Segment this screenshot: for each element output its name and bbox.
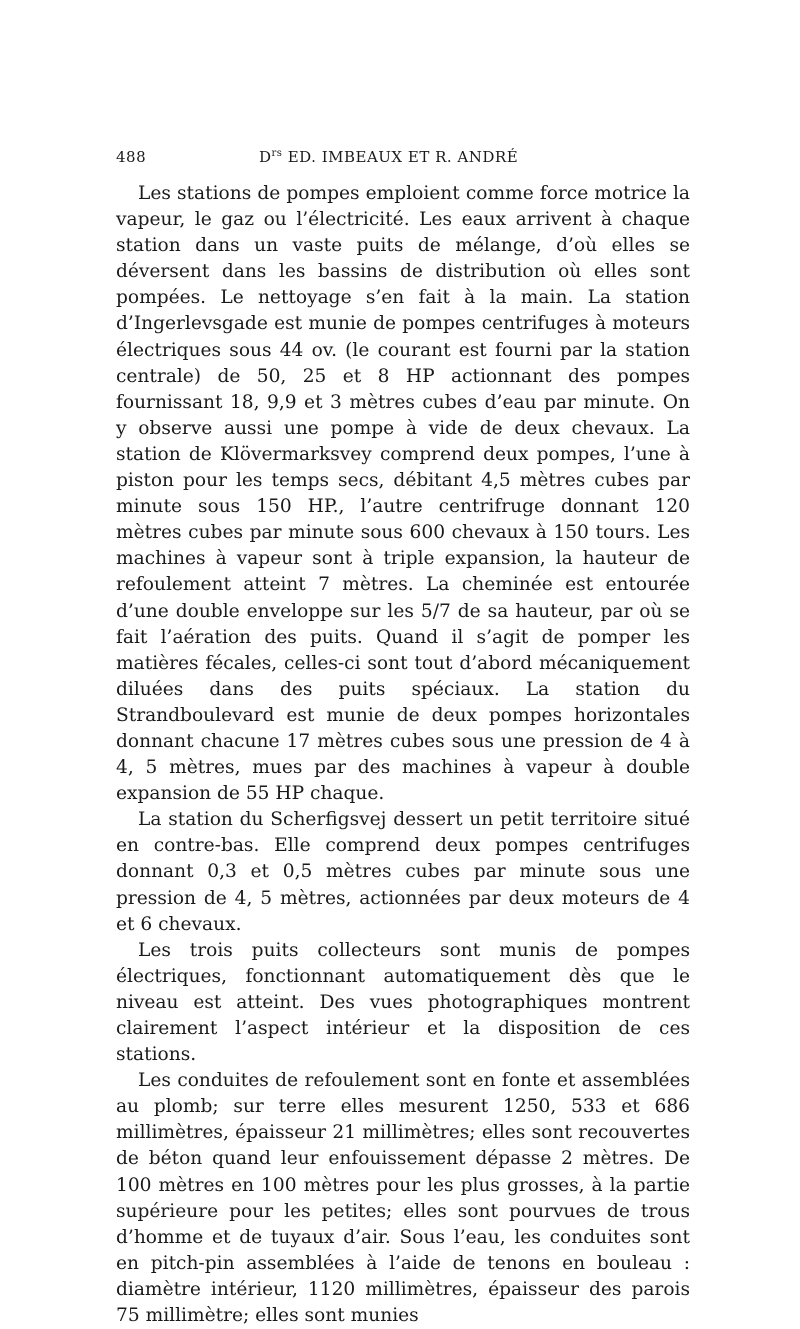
page-number: 488 — [116, 148, 147, 166]
running-head — [259, 148, 518, 166]
paragraph-collector-wells: Les trois puits collecteurs sont munis de pompes électriques, fonctionnant automatiquement dès que le niveau est atteint. Des vues photographiques montrent clairement l’aspect intérieur et la disposition de ces stations. — [116, 939, 690, 1066]
paragraph-scherfigsvej-station: La station du Scherfigsvej dessert un petit territoire situé en contre-bas. Elle comprend deux pompes centrifuges donnant 0,3 et 0,5 mètres cubes par minute sous une pression de 4, 5 mètres, actionnées par deux moteurs de 4 et 6 chevaux. — [116, 809, 690, 935]
body-text — [116, 181, 690, 1329]
paragraph-pump-stations: Les stations de pompes emploient comme force motrice la vapeur, le gaz ou l’électricité. Les eaux arrivent à chaque station dans un vaste puits de mélange, d’où elles se déversent dans les bassins de distribution où elles sont pompées. Le nettoyage s’en fait à la main. La station d’Ingerlevsgade est munie de pompes centrifuges à moteurs électriques sous 44 ov. (le courant est fourni par la station centrale) de 50, 25 et 8 HP actionnant des pompes fournissant 18, 9,9 et 3 mètres cubes d’eau par minute. On y observe aussi une pompe à vide de deux chevaux. La station de Klövermarksvey comprend deux pompes, l’une à piston pour les temps secs, débitant 4,5 mètres cubes par minute sous 150 HP., l’autre centrifruge donnant 120 mètres cubes par minute sous 600 chevaux à 150 tours. Les machines à vapeur sont à triple expansion, la hauteur de refoulement atteint 7 mètres. La cheminée est entourée d’une double enveloppe sur les 5/7 de sa hauteur, par où se fait l’aération des puits. Quand il s’agit de pomper les matières fécales, celles-ci sont tout d’abord mécaniquement diluées dans des puits spéciaux. La station du Strandboulevard est munie de deux pompes horizontales donnant chacune 17 mètres cubes sous une pression de 4 à 4, 5 mètres, mues par des machines à vapeur à double expansion de 55 HP chaque. — [116, 183, 690, 805]
authors-names: ED. IMBEAUX ET R. ANDRÉ — [282, 148, 519, 166]
page-header — [116, 148, 692, 174]
authors-superscript: rs — [271, 148, 283, 159]
authors-prefix: D — [259, 148, 272, 166]
paragraph-discharge-pipes: Les conduites de refoulement sont en fonte et assemblées au plomb; sur terre elles mesurent 1250, 533 et 686 millimètres, épaisseur 21 millimètres; elles sont recouvertes de béton quand leur enfouissement dépasse 2 mètres. De 100 mètres en 100 mètres pour les plus grosses, à la partie supérieure pour les petites; elles sont pourvues de trous d’homme et de tuyaux d’air. Sous l’eau, les conduites sont en pitch-pin assemblées à l’aide de tenons en bouleau : diamètre intérieur, 1120 millimètres, épaisseur des parois 75 millimètre; elles sont munies — [116, 1070, 690, 1327]
